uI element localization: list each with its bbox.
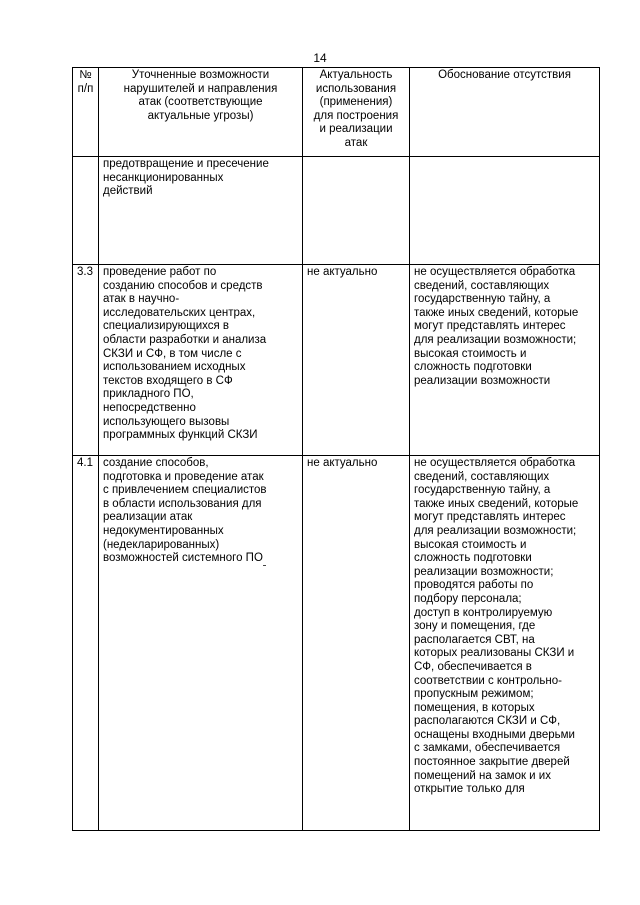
table-row [73,456,600,831]
table-row [73,265,600,456]
header-capabilities: Уточненные возможности нарушителей и направления атак (соответствующие актуальные угрозы) [99,68,303,157]
cell-relevance: не актуально [303,456,410,831]
cell-justification [410,157,600,265]
header-num: № п/п [73,68,99,157]
cell-capability: проведение работ по созданию способов и средств атак в научно- исследовательских центрах, специализирующихся в области разработки и анализа СКЗИ и СФ, в том числе с использованием исходных текстов входящего в СФ прикладного ПО, непосредственно использующего вызовы программных функций СКЗИ [99,265,303,456]
header-justification: Обоснование отсутствия [410,68,600,157]
cell-relevance [303,157,410,265]
table-row [73,157,600,265]
header-relevance: Актуальность использования (применения) для построения и реализации атак [303,68,410,157]
cell-capability: создание способов, подготовка и проведение атак с привлечением специалистов в области использования для реализации атак недокументированных (недекларированных) возможностей системного ПО [99,456,303,831]
page-number: 14 [313,51,327,65]
table-header-row [73,68,600,157]
cell-num [73,157,99,265]
cell-relevance: не актуально [303,265,410,456]
scan-mark [263,565,266,566]
cell-justification: не осуществляется обработка сведений, составляющих государственную тайну, а также иных сведений, которые могут представлять интерес для реализации возможности; высокая стоимость и сложность подготовки реализации возможности [410,265,600,456]
cell-justification: не осуществляется обработка сведений, составляющих государственную тайну, а также иных сведений, которые могут представлять интерес для реализации возможности; высокая стоимость и сложность подготовки реализации возможности; проводятся работы по подбору персонала; доступ в контролируемую зону и помещения, где располагается СВТ, на которых реализованы СКЗИ и СФ, обеспечивается в соответствии с контрольно- пропускным режимом; помещения, в которых располагаются СКЗИ и СФ, оснащены входными дверьми с замками, обеспечивается постоянное закрытие дверей помещений на замок и их открытие только для [410,456,600,831]
cell-num: 3.3 [73,265,99,456]
cell-capability: предотвращение и пресечение несанкционированных действий [99,157,303,265]
threats-table [72,67,600,831]
cell-num: 4.1 [73,456,99,831]
